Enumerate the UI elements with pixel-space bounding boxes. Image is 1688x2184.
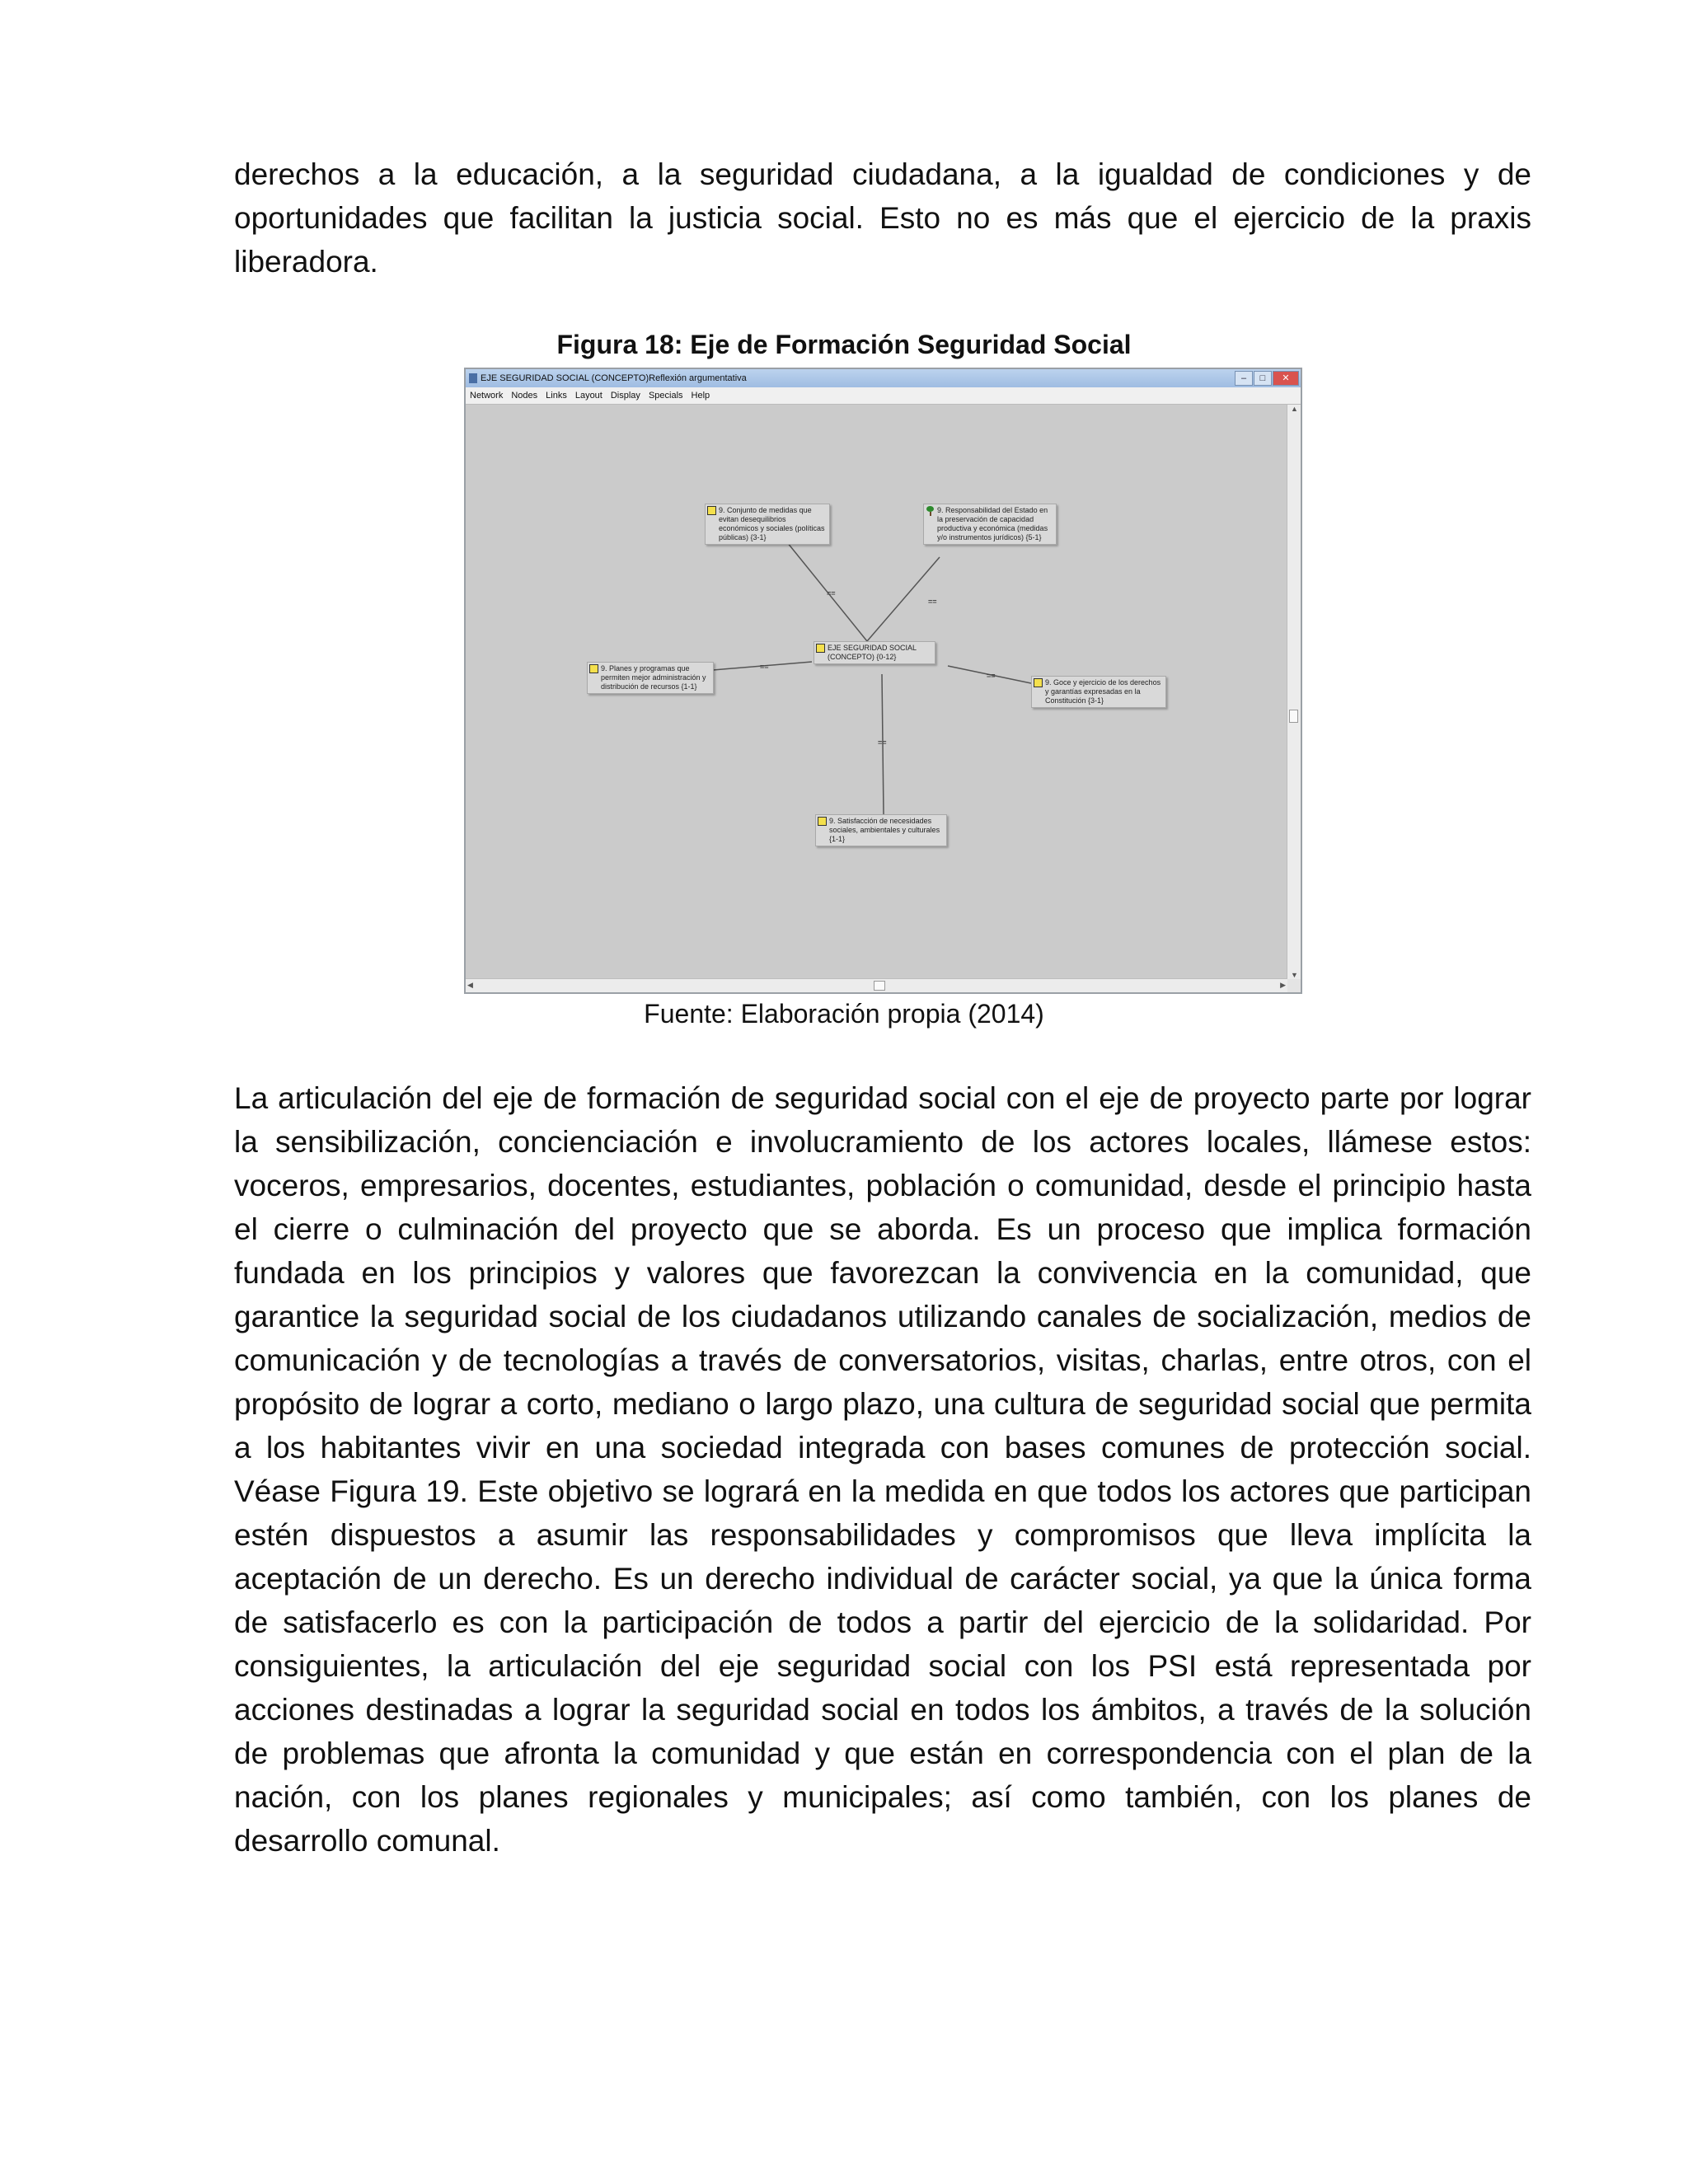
figure-title: Figura 18: Eje de Formación Seguridad Social	[556, 330, 1132, 359]
window-title: EJE SEGURIDAD SOCIAL (CONCEPTO)Reflexión argumentativa	[481, 373, 747, 383]
node-tree-icon	[926, 506, 935, 515]
node-left-label: 9. Planes y programas que permiten mejor administración y distribución de recursos {1-1}	[601, 664, 706, 691]
scroll-left-icon[interactable]: ◀	[467, 981, 473, 989]
edge-label-left: ==	[760, 663, 769, 671]
node-left[interactable]	[587, 662, 714, 694]
node-bottom-label: 9. Satisfacción de necesidades sociales, ambientales y culturales {1-1}	[829, 817, 940, 843]
horizontal-scrollbar[interactable]	[466, 978, 1287, 992]
figure-screenshot	[464, 368, 1302, 994]
node-star-icon	[816, 644, 825, 653]
menu-network[interactable]: Network	[470, 391, 504, 401]
scroll-down-icon[interactable]: ▼	[1291, 971, 1298, 979]
maximize-button[interactable]: □	[1254, 371, 1272, 386]
node-top-right[interactable]	[923, 504, 1057, 545]
node-center[interactable]	[814, 641, 935, 664]
menu-links[interactable]: Links	[546, 391, 567, 401]
menu-display[interactable]: Display	[610, 391, 640, 401]
edge-label-top-left: ==	[827, 589, 836, 598]
close-button[interactable]: ✕	[1273, 371, 1299, 386]
node-star-icon	[589, 664, 598, 673]
vertical-scrollbar[interactable]	[1287, 405, 1301, 979]
menu-layout[interactable]: Layout	[574, 391, 603, 401]
horizontal-scroll-thumb[interactable]	[874, 981, 885, 991]
edge-label-top-right: ==	[928, 598, 937, 606]
scroll-right-icon[interactable]: ▶	[1280, 981, 1286, 989]
edge-label-right: ==	[987, 672, 996, 680]
scrollbar-corner	[1287, 979, 1301, 992]
vertical-scroll-thumb[interactable]	[1289, 710, 1298, 723]
menu-help[interactable]: Help	[691, 391, 710, 401]
edge-label-bottom: ==	[878, 738, 887, 747]
node-right[interactable]	[1031, 676, 1166, 708]
main-paragraph: La articulación del eje de formación de seguridad social con el eje de proyecto parte por lograr la sensibilización, concienciación e involucramiento de los actores locales, llámese estos: voceros, empresarios, docentes, estudiantes, población o comunidad, desde el principio hasta el cierre o culminación del proyecto que se aborda. Es un proceso que implica formación fundada en los principios y valores que favorezcan la convivencia en la comunidad, que garantice la seguridad social de los ciudadanos utilizando canales de socialización, medios de comunicación y de tecnologías a través de conversatorios, visitas, charlas, entre otros, con el propósito de lograr a corto, mediano o largo plazo, una cultura de seguridad social que permita a los habitantes vivir en una sociedad integrada con bases comunes de protección social. Véase Figura 19. Este objetivo se logrará en la medida en que todos los actores que participan estén dispuestos a asumir las responsabilidades y compromisos que lleva implícita la aceptación de un derecho. Es un derecho individual de carácter social, ya que la única forma de satisfacerlo es con la participación de todos a partir del ejercicio de la solidaridad. Por consiguientes, la articulación del eje seguridad social con los PSI está representada por acciones destinadas a lograr la seguridad social en todos los ámbitos, a través de la solución de problemas que afronta la comunidad y que están en correspondencia con el plan de la nación, con los planes regionales y municipales; así como también, con los planes de desarrollo comunal.	[234, 1081, 1531, 1858]
node-top-left[interactable]	[705, 504, 830, 545]
node-star-icon	[818, 817, 827, 826]
node-center-label: EJE SEGURIDAD SOCIAL (CONCEPTO) {0-12}	[828, 644, 917, 661]
scroll-up-icon[interactable]: ▲	[1291, 405, 1298, 413]
node-top-left-label: 9. Conjunto de medidas que evitan desequilibrios económicos y sociales (políticas públicas) {3-1}	[719, 506, 825, 541]
node-top-right-label: 9. Responsabilidad del Estado en la preservación de capacidad productiva y económica (medidas y/o instrumentos jurídicos) {5-1}	[937, 506, 1048, 541]
menu-nodes[interactable]: Nodes	[511, 391, 538, 401]
node-star-icon	[707, 506, 716, 515]
node-right-label: 9. Goce y ejercicio de los derechos y garantías expresadas en la Constitución {3-1}	[1045, 678, 1161, 705]
intro-paragraph: derechos a la educación, a la seguridad ciudadana, a la igualdad de condiciones y de oportunidades que facilitan la justicia social. Esto no es más que el ejercicio de la praxis liberadora.	[234, 157, 1531, 279]
figure-source: Fuente: Elaboración propia (2014)	[644, 999, 1044, 1029]
menu-specials[interactable]: Specials	[648, 391, 683, 401]
minimize-button[interactable]: –	[1235, 371, 1253, 386]
node-bottom[interactable]	[815, 814, 947, 846]
node-star-icon	[1034, 678, 1043, 687]
